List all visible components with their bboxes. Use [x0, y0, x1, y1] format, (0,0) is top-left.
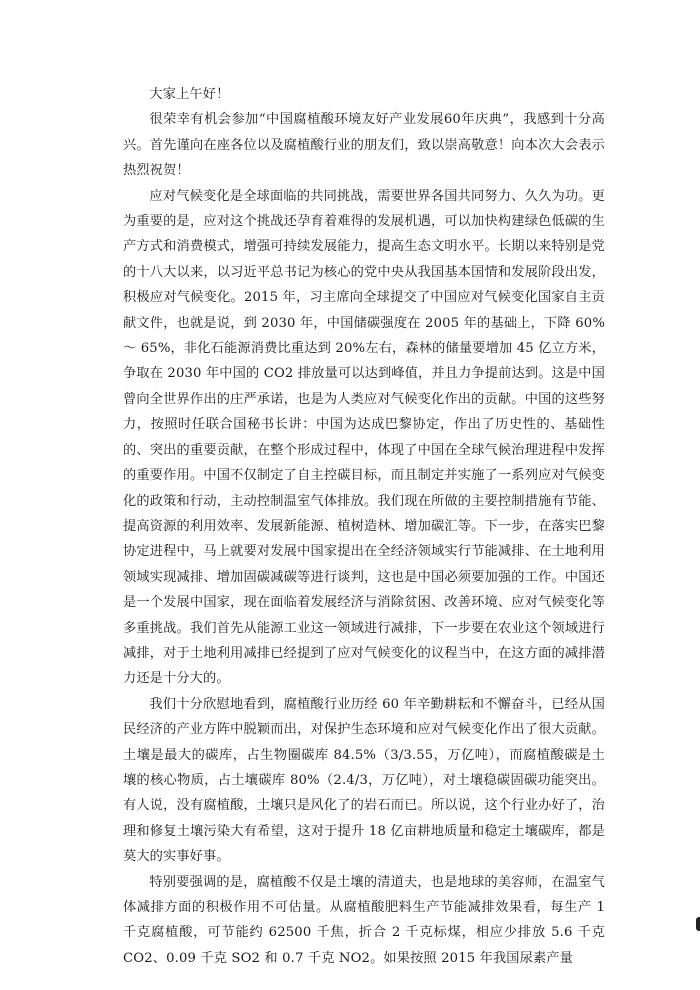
- paragraph-humic-acid-industry: 我们十分欣慰地看到，腐植酸行业历经 60 年辛勤耕耘和不懈奋斗，已经从国民经济的产业方阵中脱颖而出，对保护生态环境和应对气候变化作出了很大贡献。土壤是最大的碳库，占生物圈碳库 84.5%（3/3.55，万亿吨），而腐植酸碳是土壤的核心物质，占土壤碳库 80%（2.4/3，万亿吨），对土壤稳碳固碳功能突出。有人说，没有腐植酸，土壤只是风化了的岩石而已。所以说，这个行业办好了，治理和修复土壤污染大有希望，这对于提升 18 亿亩耕地质量和稳定土壤碳库，都是莫大的实事好事。: [123, 696, 605, 865]
- paragraph-climate-change: 应对气候变化是全球面临的共同挑战，需要世界各国共同努力、久久为功。更为重要的是，应对这个挑战还孕育着难得的发展机遇，可以加快构建绿色低碳的生产方式和消费模式，增强可持续发展能力，提高生态文明水平。长期以来特别是党的十八大以来，以习近平总书记为核心的党中央从我国基本国情和发展阶段出发，积极应对气候变化。2015 年，习主席向全球提交了中国应对气候变化国家自主贡献文件，也就是说，到 2030 年，中国储碳强度在 2005 年的基础上，下降 60%～ 65%，非化石能源消费比重达到 20%左右，森林的储量要增加 45 亿立方米，争取在 2030 年中国的 CO2 排放量可以达到峰值，并且力争提前达到。这是中国曾向全世界作出的庄严承诺，也是为人类应对气候变化作出的贡献。中国的这些努力，按照时任联合国秘书长讲：中国为达成巴黎协定，作出了历史性的、基础性的、突出的重要贡献，在整个形成过程中，体现了中国在全球气候治理进程中发挥的重要作用。中国不仅制定了自主控碳目标，而且制定并实施了一系列应对气候变化的政策和行动，主动控制温室气体排放。我们现在所做的主要控制措施有节能、提高资源的利用效率、发展新能源、植树造林、增加碳汇等。下一步，在落实巴黎协定进程中，马上就要对发展中国家提出在全经济领域实行节能减排、在土地利用领域实现减排、增加固碳减碳等进行谈判，这也是中国必须要加强的工作。中国还是一个发展中国家，现在面临着发展经济与消除贫困、改善环境、应对气候变化等多重挑战。我们首先从能源工业这一领域进行减排，下一步要在农业这个领域进行减排，对于土地利用减排已经提到了应对气候变化的议程当中，在这方面的减排潜力还是十分大的。: [123, 188, 605, 687]
- page-edge-mark: [696, 917, 700, 931]
- greeting: 大家上午好！: [149, 87, 230, 102]
- paragraph-emission-reduction: 特别要强调的是，腐植酸不仅是土壤的清道夫，也是地球的美容师，在温室气体减排方面的积极作用不可估量。从腐植酸肥料生产节能减排效果看，每生产 1 千克腐植酸，可节能约 62500 千焦，折合 2 千克标煤，相应少排放 5.6 千克 CO2、0.09 千克 SO2 和 0.7 千克 NO2。如果按照 2015 年我国尿素产量: [123, 874, 605, 966]
- paragraph-opening: 很荣幸有机会参加“中国腐植酸环境友好产业发展60年庆典”，我感到十分高兴。首先谨向在座各位以及腐植酸行业的朋友们，致以崇高敬意！向本次大会表示热烈祝贺！: [123, 112, 605, 179]
- speech-text: [123, 82, 605, 971]
